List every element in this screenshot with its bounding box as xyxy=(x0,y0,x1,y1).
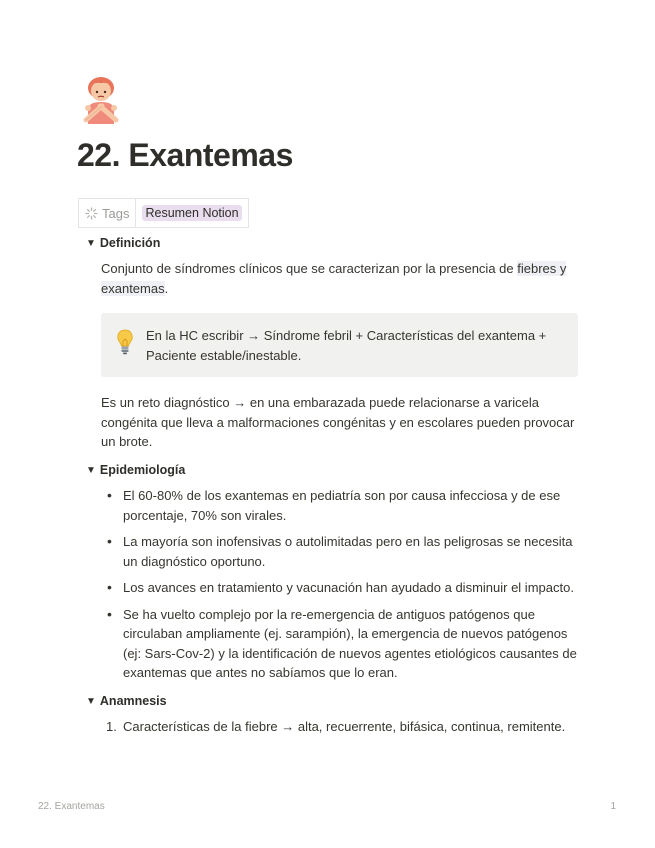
toggle-triangle-icon[interactable]: ▼ xyxy=(86,695,96,707)
footer-page-number: 1 xyxy=(610,801,616,812)
list-item: • El 60-80% de los exantemas en pediatría son por causa infecciosa y de ese porcentaje, 70% son virales. xyxy=(101,486,581,525)
toggle-epidemiologia[interactable] xyxy=(86,463,185,477)
item-number: 1. xyxy=(106,719,117,734)
section-heading: Definición xyxy=(99,236,161,250)
loading-sparkle-icon xyxy=(85,207,98,220)
highlighted-text: fiebres y xyxy=(517,261,567,276)
light-bulb-icon xyxy=(116,329,134,355)
callout-box xyxy=(101,313,578,377)
anamnesis-list xyxy=(101,717,581,737)
callout-line: Paciente estable/inestable. xyxy=(146,347,302,363)
item-text: Características de la fiebre → alta, recuerrente, bifásica, continua, remitente. xyxy=(123,719,566,734)
list-item: • Los avances en tratamiento y vacunación han ayudado a disminuir el impacto. xyxy=(101,578,581,598)
list-item: • Se ha vuelto complejo por la re-emergencia de antiguos patógenos que circulaban ampliamente (ej. sarampión), la emergencia de nuevos patógenos (ej: Sars-Cov-2) y la identificación de nuevos agentes etiológicos causantes de exantemas que antes no sabíamos que lo eran. xyxy=(101,605,581,683)
numbered-item xyxy=(101,717,581,737)
person-gesturing-no-icon xyxy=(80,76,122,124)
footer-title: 22. Exantemas xyxy=(38,801,105,812)
section-heading: Epidemiología xyxy=(99,463,186,477)
callout-line: En la HC escribir → Síndrome febril + Características del exantema + xyxy=(146,328,547,343)
callout-text xyxy=(146,326,566,365)
text-run: Conjunto de síndromes clínicos que se caracterizan por la presencia de xyxy=(101,261,518,276)
definition-paragraph xyxy=(101,259,576,298)
text-run: . xyxy=(164,280,169,296)
list-item: • La mayoría son inofensivas o autolimitadas pero en las peligrosas se necesita un diagnóstico oportuno. xyxy=(101,532,581,571)
toggle-definicion[interactable] xyxy=(86,236,160,250)
epidemiology-list xyxy=(101,486,581,690)
page-title: 22. Exantemas xyxy=(77,137,293,173)
section-heading: Anamnesis xyxy=(99,694,167,708)
toggle-anamnesis[interactable] xyxy=(86,694,167,708)
tag-chip[interactable]: Resumen Notion xyxy=(142,205,241,221)
toggle-triangle-icon[interactable]: ▼ xyxy=(86,237,96,249)
tags-property[interactable] xyxy=(78,198,249,228)
tags-value-cell[interactable] xyxy=(136,199,247,227)
challenge-paragraph: Es un reto diagnóstico → en una embarazada puede relacionarse a varicela congénita que lleva a malformaciones congénitas y en escolares pueden provocar un brote. xyxy=(101,395,575,449)
tags-property-key xyxy=(79,199,136,227)
tags-label: Tags xyxy=(102,205,130,221)
toggle-triangle-icon[interactable]: ▼ xyxy=(86,464,96,476)
highlighted-text: exantemas xyxy=(101,280,165,296)
